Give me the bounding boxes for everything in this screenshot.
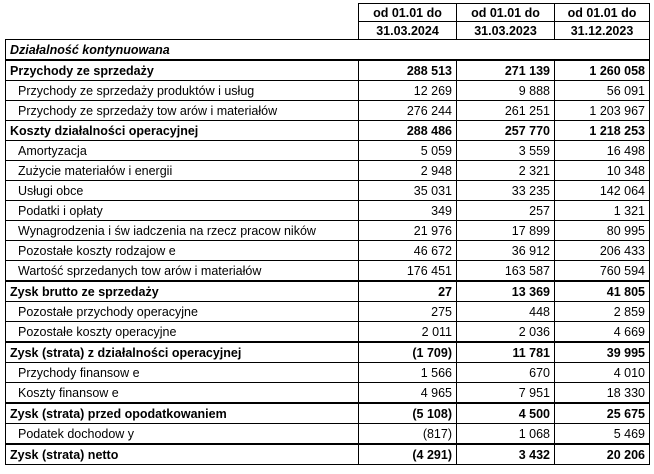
- table-row: [6, 363, 650, 383]
- value-q1-2023: 670: [457, 363, 555, 383]
- value-q1-2024: 21 976: [359, 221, 457, 241]
- header-blank-cell: [6, 4, 359, 40]
- value-q1-2023: 33 235: [457, 181, 555, 201]
- value-fy-2023: 18 330: [555, 383, 650, 404]
- table-row: [6, 161, 650, 181]
- value-q1-2024: (5 108): [359, 403, 457, 424]
- value-q1-2024: 46 672: [359, 241, 457, 261]
- row-label: Wartość sprzedanych tow arów i materiałów: [6, 261, 359, 282]
- row-label: Pozostałe koszty rodzajow e: [6, 241, 359, 261]
- row-label: Zysk (strata) z działalności operacyjnej: [6, 342, 359, 363]
- value-fy-2023: 4 010: [555, 363, 650, 383]
- row-label: Koszty działalności operacyjnej: [6, 121, 359, 141]
- value-q1-2024: 5 059: [359, 141, 457, 161]
- value-fy-2023: 10 348: [555, 161, 650, 181]
- value-q1-2024: (817): [359, 424, 457, 445]
- value-fy-2023: 1 218 253: [555, 121, 650, 141]
- value-q1-2024: 27: [359, 281, 457, 302]
- row-label: Przychody ze sprzedaży produktów i usług: [6, 81, 359, 101]
- value-q1-2024: 4 965: [359, 383, 457, 404]
- table-row: [6, 403, 650, 424]
- value-fy-2023: 1 260 058: [555, 60, 650, 81]
- col-header-q1-2024-line1: od 01.01 do: [359, 4, 457, 22]
- value-q1-2024: (4 291): [359, 444, 457, 465]
- col-header-q1-2023-line1: od 01.01 do: [457, 4, 555, 22]
- value-q1-2023: 3 559: [457, 141, 555, 161]
- value-fy-2023: 1 203 967: [555, 101, 650, 121]
- value-q1-2024: (1 709): [359, 342, 457, 363]
- value-q1-2023: 4 500: [457, 403, 555, 424]
- value-fy-2023: 80 995: [555, 221, 650, 241]
- section-title: Działalność kontynuowana: [6, 40, 650, 61]
- header-row: [6, 4, 650, 22]
- col-header-q1-2024-line2: 31.03.2024: [359, 22, 457, 40]
- section-row: [6, 40, 650, 61]
- value-q1-2023: 1 068: [457, 424, 555, 445]
- row-label: Zużycie materiałów i energii: [6, 161, 359, 181]
- row-label: Zysk brutto ze sprzedaży: [6, 281, 359, 302]
- value-q1-2024: 176 451: [359, 261, 457, 282]
- table-row: [6, 181, 650, 201]
- value-q1-2024: 288 486: [359, 121, 457, 141]
- value-q1-2023: 261 251: [457, 101, 555, 121]
- value-fy-2023: 1 321: [555, 201, 650, 221]
- row-label: Podatki i opłaty: [6, 201, 359, 221]
- value-fy-2023: 25 675: [555, 403, 650, 424]
- value-q1-2023: 257: [457, 201, 555, 221]
- table-row: [6, 201, 650, 221]
- row-label: Podatek dochodow y: [6, 424, 359, 445]
- table-row: [6, 60, 650, 81]
- table-row: [6, 81, 650, 101]
- value-q1-2023: 13 369: [457, 281, 555, 302]
- value-fy-2023: 39 995: [555, 342, 650, 363]
- value-fy-2023: 2 859: [555, 302, 650, 322]
- table-row: [6, 221, 650, 241]
- table-row: [6, 322, 650, 343]
- col-header-fy-2023-line2: 31.12.2023: [555, 22, 650, 40]
- value-q1-2024: 35 031: [359, 181, 457, 201]
- value-q1-2023: 257 770: [457, 121, 555, 141]
- value-q1-2023: 2 321: [457, 161, 555, 181]
- table-row: [6, 302, 650, 322]
- income-statement-table: [5, 3, 650, 465]
- value-q1-2024: 349: [359, 201, 457, 221]
- value-q1-2023: 3 432: [457, 444, 555, 465]
- col-header-fy-2023-line1: od 01.01 do: [555, 4, 650, 22]
- value-q1-2023: 9 888: [457, 81, 555, 101]
- value-q1-2023: 11 781: [457, 342, 555, 363]
- table-row: [6, 383, 650, 404]
- table-row: [6, 241, 650, 261]
- table-row: [6, 261, 650, 282]
- value-q1-2024: 275: [359, 302, 457, 322]
- value-fy-2023: 16 498: [555, 141, 650, 161]
- table-row: [6, 121, 650, 141]
- table-row: [6, 342, 650, 363]
- value-q1-2023: 448: [457, 302, 555, 322]
- value-q1-2024: 1 566: [359, 363, 457, 383]
- table-row: [6, 101, 650, 121]
- table-row: [6, 141, 650, 161]
- value-q1-2023: 271 139: [457, 60, 555, 81]
- value-q1-2024: 2 011: [359, 322, 457, 343]
- row-label: Koszty finansow e: [6, 383, 359, 404]
- table-row: [6, 444, 650, 465]
- row-label: Usługi obce: [6, 181, 359, 201]
- value-q1-2024: 12 269: [359, 81, 457, 101]
- row-label: Zysk (strata) netto: [6, 444, 359, 465]
- value-q1-2023: 2 036: [457, 322, 555, 343]
- row-label: Przychody finansow e: [6, 363, 359, 383]
- row-label: Przychody ze sprzedaży tow arów i materiałów: [6, 101, 359, 121]
- row-label: Pozostałe koszty operacyjne: [6, 322, 359, 343]
- value-fy-2023: 56 091: [555, 81, 650, 101]
- value-fy-2023: 760 594: [555, 261, 650, 282]
- value-fy-2023: 142 064: [555, 181, 650, 201]
- table-row: [6, 281, 650, 302]
- row-label: Wynagrodzenia i św iadczenia na rzecz pracow ników: [6, 221, 359, 241]
- value-fy-2023: 206 433: [555, 241, 650, 261]
- value-fy-2023: 4 669: [555, 322, 650, 343]
- value-q1-2024: 276 244: [359, 101, 457, 121]
- value-fy-2023: 20 206: [555, 444, 650, 465]
- value-q1-2023: 7 951: [457, 383, 555, 404]
- row-label: Zysk (strata) przed opodatkowaniem: [6, 403, 359, 424]
- value-q1-2023: 17 899: [457, 221, 555, 241]
- row-label: Pozostałe przychody operacyjne: [6, 302, 359, 322]
- value-q1-2023: 36 912: [457, 241, 555, 261]
- value-fy-2023: 5 469: [555, 424, 650, 445]
- table-row: [6, 424, 650, 445]
- value-q1-2024: 288 513: [359, 60, 457, 81]
- value-q1-2024: 2 948: [359, 161, 457, 181]
- row-label: Amortyzacja: [6, 141, 359, 161]
- row-label: Przychody ze sprzedaży: [6, 60, 359, 81]
- value-q1-2023: 163 587: [457, 261, 555, 282]
- value-fy-2023: 41 805: [555, 281, 650, 302]
- col-header-q1-2023-line2: 31.03.2023: [457, 22, 555, 40]
